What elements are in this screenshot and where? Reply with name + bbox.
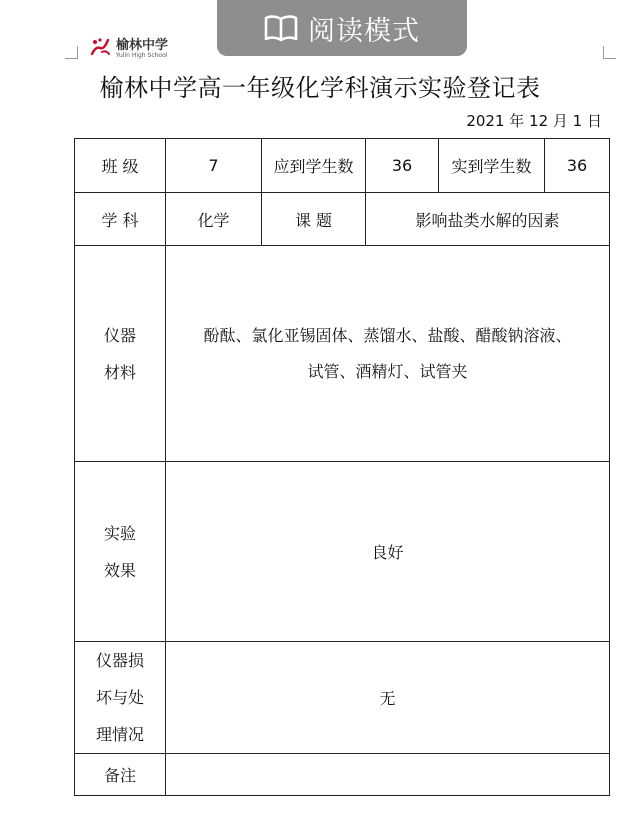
logo-emblem-icon [88, 36, 112, 62]
page-corner-mark-left [65, 46, 78, 59]
damage-label-line: 理情况 [95, 725, 144, 744]
table-row [75, 642, 610, 754]
class-value: 7 [166, 139, 262, 193]
materials-value [166, 246, 610, 462]
remarks-value [166, 754, 610, 796]
table-row [75, 246, 610, 462]
page-corner-mark-right [603, 46, 616, 59]
subject-label: 学 科 [75, 193, 166, 246]
class-label: 班 级 [75, 139, 166, 193]
table-row [75, 462, 610, 642]
effect-value: 良好 [166, 462, 610, 642]
damage-label-line: 坏与处 [95, 688, 144, 707]
table-row [75, 754, 610, 796]
effect-label-line: 效果 [103, 560, 136, 580]
logo-subtitle: Yulin High School [116, 52, 168, 59]
school-logo [88, 36, 168, 62]
registration-form-table [74, 138, 610, 796]
materials-value-line: 试管、酒精灯、试管夹 [307, 361, 468, 381]
effect-label [75, 462, 166, 642]
remarks-label: 备注 [75, 754, 166, 796]
document-date: 2021 年 12 月 1 日 [466, 112, 602, 130]
effect-label-line: 实验 [103, 523, 136, 543]
open-book-icon [264, 13, 298, 43]
expected-students-value: 36 [366, 139, 439, 193]
materials-label [75, 246, 166, 462]
materials-label-line: 仪器 [103, 325, 136, 345]
actual-students-value: 36 [545, 139, 610, 193]
topic-label: 课 题 [262, 193, 366, 246]
actual-students-label: 实到学生数 [439, 139, 545, 193]
damage-label-line: 仪器损 [95, 651, 144, 670]
page-title: 榆林中学高一年级化学科演示实验登记表 [99, 74, 541, 102]
reading-mode-label: 阅读模式 [308, 15, 420, 47]
materials-label-line: 材料 [103, 362, 136, 382]
expected-students-label: 应到学生数 [262, 139, 366, 193]
topic-value: 影响盐类水解的因素 [366, 193, 610, 246]
subject-value: 化学 [166, 193, 262, 246]
damage-value: 无 [166, 642, 610, 754]
reading-mode-button[interactable] [217, 0, 467, 56]
materials-value-line: 酚酞、氯化亚锡固体、蒸馏水、盐酸、醋酸钠溶液、 [203, 325, 572, 345]
table-row [75, 139, 610, 193]
table-row [75, 193, 610, 246]
logo-name: 榆林中学 [116, 38, 169, 53]
damage-label [75, 642, 166, 754]
